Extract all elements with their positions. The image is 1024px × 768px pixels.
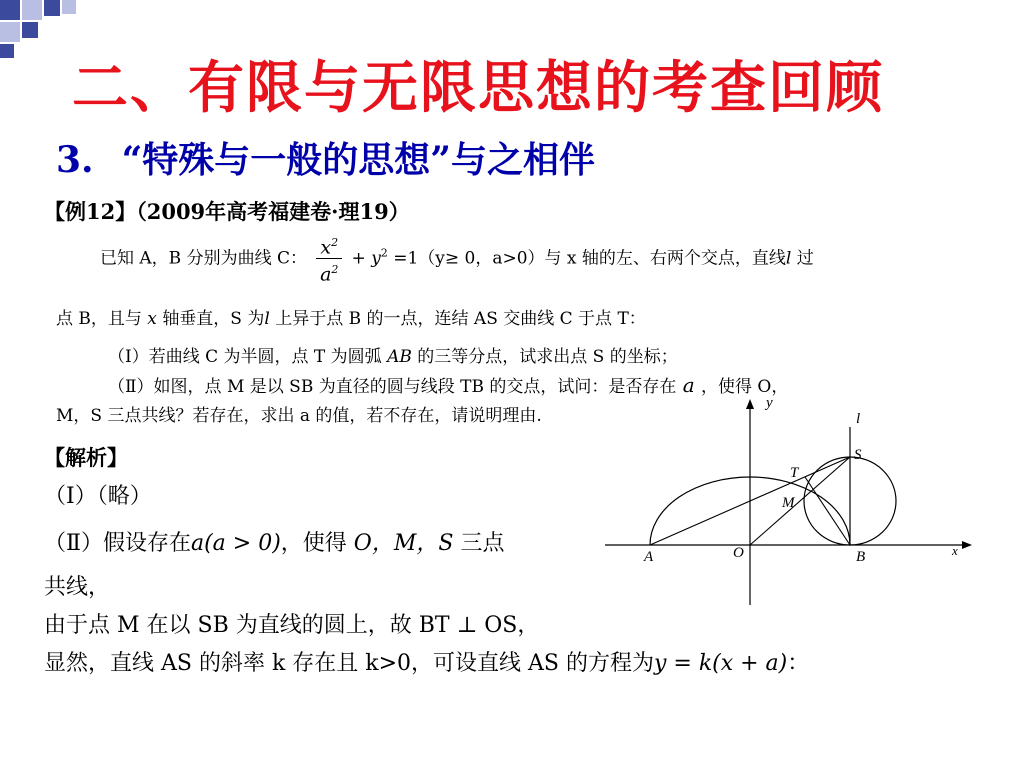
math-expression: y = k(x + a): [653, 651, 788, 676]
problem-text: =1（y≥ 0，a>0）与 x 轴的左、右两个交点，直线: [387, 248, 786, 269]
solution-step-5: [44, 646, 809, 677]
corner-square: [62, 0, 76, 14]
problem-part-2: [108, 372, 788, 397]
solution-text: 显然，直线 AS 的斜率 k 存在且 k>0，可设直线 AS 的方程为: [44, 651, 654, 676]
problem-text: 已知 A，B 分别为曲线 C：: [100, 248, 307, 269]
problem-text: 的三等分点，试求出点 S 的坐标；: [417, 347, 678, 367]
problem-text: （Ⅱ）如图，点 M 是以 SB 为直径的圆与线段 TB 的交点，试问：是否存在: [108, 377, 677, 397]
plus-sign: +: [351, 248, 372, 269]
solution-step-2: [44, 526, 504, 557]
line-os: [750, 457, 850, 545]
problem-text: ，使得 O，: [701, 377, 789, 397]
label-t: T: [790, 465, 799, 481]
label-x: x: [952, 543, 958, 558]
label-m: M: [782, 495, 795, 511]
corner-square: [0, 44, 14, 58]
fraction-denominator: [316, 259, 342, 285]
label-a: A: [644, 549, 654, 565]
solution-heading: 【解析】: [44, 445, 128, 470]
var-l: l: [264, 309, 270, 329]
exp: 2: [380, 246, 388, 260]
label-b: B: [856, 549, 866, 565]
math-expression: a(a > 0): [190, 531, 281, 556]
section-subtitle: [56, 132, 595, 183]
solution-text: 三点: [460, 531, 505, 556]
problem-text: 过: [791, 248, 814, 269]
geometry-figure: [600, 395, 980, 610]
label-o: O: [733, 545, 744, 561]
section-text: “特殊与一般的思想”与之相伴: [121, 139, 596, 181]
problem-text: 上异于点 B 的一点，连结 AS 交曲线 C 于点 T：: [269, 309, 646, 329]
fraction: [316, 232, 342, 286]
denominator-exp: 2: [331, 263, 339, 277]
slide-title: 二、有限与无限思想的考查回顾: [72, 55, 884, 121]
problem-line-1: [100, 232, 814, 286]
solution-step-3: 共线，: [44, 575, 111, 600]
denominator-var: a: [320, 263, 332, 286]
problem-text: 点 B，且与: [56, 309, 142, 329]
fraction-numerator: [316, 232, 342, 259]
solution-step-1: （Ⅰ）（略）: [44, 484, 152, 509]
points: O，M，S: [346, 531, 461, 556]
var-y: y: [371, 248, 381, 269]
corner-square: [22, 22, 38, 38]
corner-square: [22, 0, 42, 20]
section-number: 3.: [56, 139, 94, 181]
corner-square: [0, 0, 20, 20]
var-ab: AB: [381, 347, 418, 367]
problem-text: 轴垂直，S 为: [162, 309, 265, 329]
var-a: a: [676, 373, 701, 397]
solution-text: ，使得: [280, 531, 347, 556]
y-axis-arrow: [746, 399, 754, 409]
var-x: x: [141, 309, 163, 329]
x-axis-arrow: [962, 541, 972, 549]
solution-text: （Ⅱ）假设存在: [44, 531, 191, 556]
example-tag: 【例12】（2009年高考福建卷·理19）: [44, 199, 410, 224]
label-y: y: [766, 395, 773, 411]
line-tb: [805, 477, 850, 545]
solution-step-4: 由于点 M 在以 SB 为直线的圆上，故 BT ⊥ OS，: [44, 613, 540, 638]
var-l: l: [785, 248, 792, 269]
solution-text: ：: [787, 651, 810, 676]
problem-part-1: [108, 342, 678, 367]
numerator-var: x: [320, 236, 332, 259]
problem-part-2-cont: M，S 三点共线？若存在，求出 a 的值，若不存在，请说明理由.: [56, 406, 542, 426]
problem-line-2: [56, 304, 646, 329]
label-l: l: [856, 411, 861, 427]
label-s: S: [854, 447, 862, 463]
corner-square: [44, 0, 60, 16]
numerator-exp: 2: [331, 236, 339, 249]
corner-square: [0, 22, 20, 42]
problem-text: （Ⅰ）若曲线 C 为半圆，点 T 为圆弧: [108, 347, 382, 367]
